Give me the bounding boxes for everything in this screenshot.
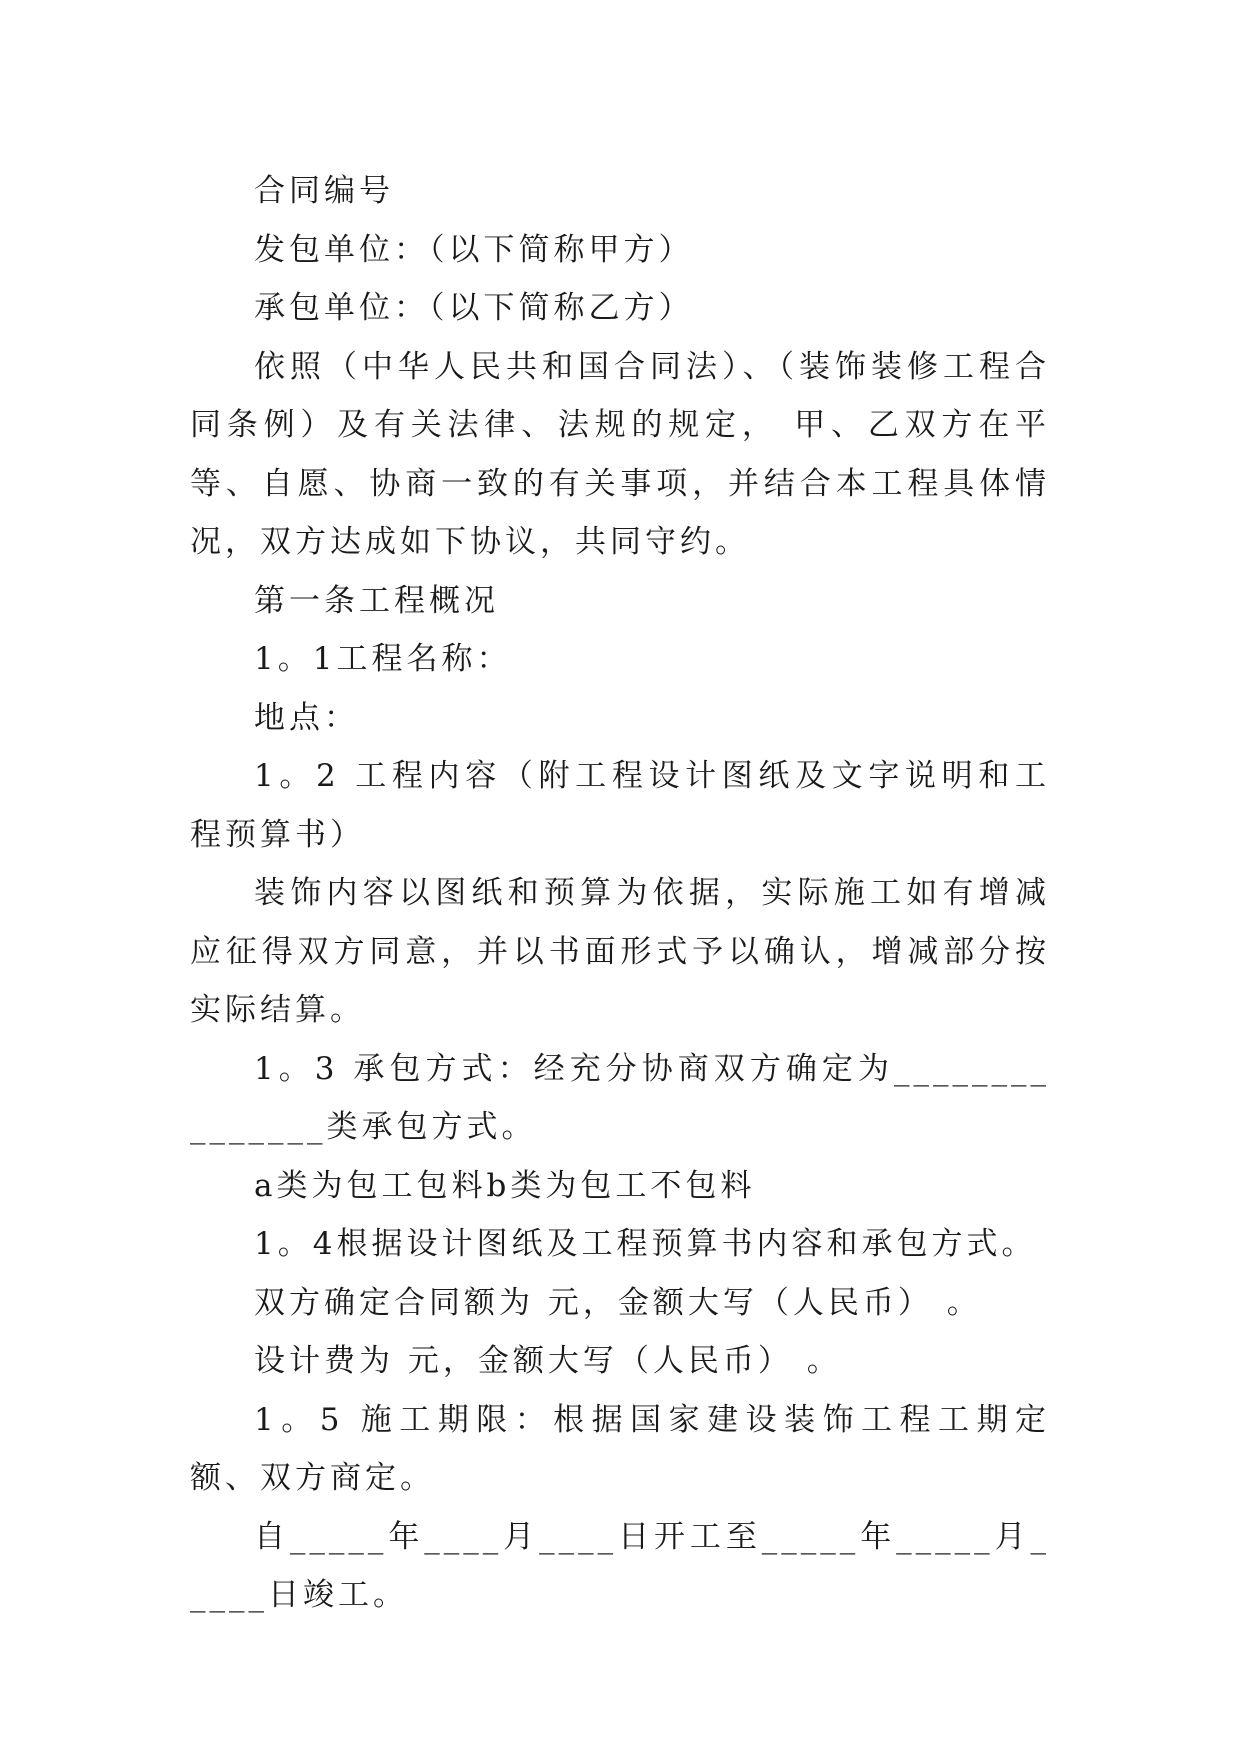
basis-line: 1。4根据设计图纸及工程预算书内容和承包方式。 <box>254 1226 1037 1262</box>
party-a-line: 发包单位：（以下简称甲方） <box>254 231 694 268</box>
schedule-dates-paragraph: 自_____年____月____日开工至_____年_____月_____日竣工。 <box>190 1518 1050 1613</box>
preamble-paragraph: 依照（中华人民共和国合同法）、（装饰装修工程合同条例）及有关法律、法规的规定， 甲、乙双方在平等、自愿、协商一致的有关事项，并结合本工程具体情况，双方达成如下协议，共同守约。 <box>190 348 1050 560</box>
contract-types-line: a类为包工包料b类为包工不包料 <box>254 1167 756 1204</box>
project-name-line: 1。1工程名称： <box>254 641 512 677</box>
contract-number-line: 合同编号 <box>254 173 394 209</box>
party-b-line: 承包单位：（以下简称乙方） <box>254 290 694 326</box>
design-fee-line: 设计费为 元，金额大写（人民币） 。 <box>254 1343 842 1379</box>
project-content-paragraph: 1。2 工程内容（附工程设计图纸及文字说明和工程预算书） <box>190 758 1050 853</box>
contract-method-paragraph: 1。3 承包方式：经充分协商双方确定为_______________类承包方式。 <box>190 1050 1050 1145</box>
project-location-line: 地点： <box>254 699 359 736</box>
decoration-content-paragraph: 装饰内容以图纸和预算为依据，实际施工如有增减应征得双方同意，并以书面形式予以确认，增减部分按实际结算。 <box>190 875 1050 1028</box>
document-body <box>190 162 1050 1625</box>
article-one-heading: 第一条工程概况 <box>254 582 499 619</box>
contract-amount-line: 双方确定合同额为 元，金额大写（人民币） 。 <box>254 1284 982 1321</box>
construction-period-paragraph: 1。5 施工期限：根据国家建设装饰工程工期定额、双方商定。 <box>190 1401 1050 1496</box>
